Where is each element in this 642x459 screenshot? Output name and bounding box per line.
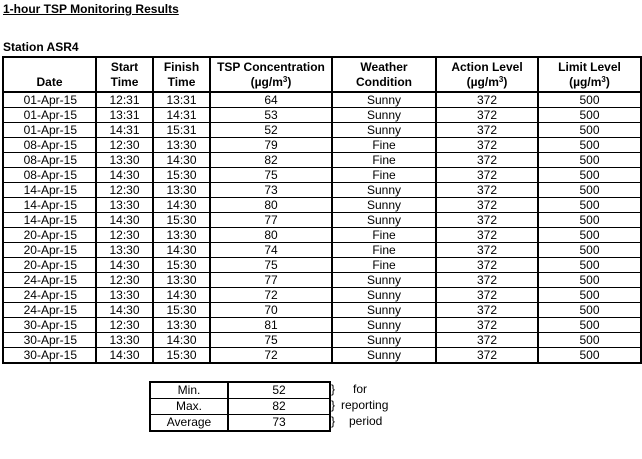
summary-value: 73 bbox=[228, 415, 330, 432]
table-row bbox=[3, 273, 641, 288]
cell-action-level: 372 bbox=[436, 228, 538, 243]
summary-row bbox=[150, 415, 330, 432]
cell-limit-level: 500 bbox=[538, 213, 641, 228]
cell-finish-time: 13:30 bbox=[153, 228, 210, 243]
cell-date: 24-Apr-15 bbox=[3, 273, 96, 288]
cell-limit-level: 500 bbox=[538, 123, 641, 138]
summary-label: Average bbox=[150, 415, 228, 432]
cell-limit-level: 500 bbox=[538, 168, 641, 183]
cell-weather: Sunny bbox=[332, 318, 436, 333]
cell-weather: Sunny bbox=[332, 92, 436, 108]
cell-start-time: 12:30 bbox=[96, 183, 153, 198]
table-row bbox=[3, 258, 641, 273]
cell-action-level: 372 bbox=[436, 243, 538, 258]
cell-tsp: 64 bbox=[210, 92, 332, 108]
cell-limit-level: 500 bbox=[538, 348, 641, 364]
cell-finish-time: 14:31 bbox=[153, 108, 210, 123]
cell-action-level: 372 bbox=[436, 123, 538, 138]
col-header-finish-time: Finish Time bbox=[153, 57, 210, 92]
cell-limit-level: 500 bbox=[538, 303, 641, 318]
cell-action-level: 372 bbox=[436, 333, 538, 348]
cell-date: 08-Apr-15 bbox=[3, 153, 96, 168]
cell-finish-time: 13:30 bbox=[153, 183, 210, 198]
cell-finish-time: 13:30 bbox=[153, 318, 210, 333]
cell-action-level: 372 bbox=[436, 288, 538, 303]
cell-finish-time: 14:30 bbox=[153, 198, 210, 213]
table-row bbox=[3, 183, 641, 198]
cell-limit-level: 500 bbox=[538, 258, 641, 273]
cell-finish-time: 15:31 bbox=[153, 123, 210, 138]
cell-action-level: 372 bbox=[436, 153, 538, 168]
cell-weather: Sunny bbox=[332, 273, 436, 288]
cell-weather: Sunny bbox=[332, 198, 436, 213]
col-header-limit-level: Limit Level $(\mu g/m^3)$ bbox=[538, 57, 641, 92]
cell-start-time: 13:30 bbox=[96, 288, 153, 303]
cell-weather: Fine bbox=[332, 258, 436, 273]
cell-weather: Sunny bbox=[332, 333, 436, 348]
cell-tsp: 77 bbox=[210, 213, 332, 228]
cell-tsp: 79 bbox=[210, 138, 332, 153]
cell-start-time: 12:30 bbox=[96, 138, 153, 153]
cell-start-time: 12:30 bbox=[96, 318, 153, 333]
cell-start-time: 13:30 bbox=[96, 153, 153, 168]
cell-start-time: 14:30 bbox=[96, 303, 153, 318]
table-row bbox=[3, 318, 641, 333]
cell-date: 08-Apr-15 bbox=[3, 138, 96, 153]
cell-weather: Sunny bbox=[332, 108, 436, 123]
col-header-date: Date bbox=[3, 57, 96, 92]
cell-tsp: 80 bbox=[210, 198, 332, 213]
page-title: 1-hour TSP Monitoring Results bbox=[3, 2, 179, 16]
cell-limit-level: 500 bbox=[538, 333, 641, 348]
cell-action-level: 372 bbox=[436, 348, 538, 364]
cell-start-time: 14:30 bbox=[96, 213, 153, 228]
cell-date: 20-Apr-15 bbox=[3, 243, 96, 258]
summary-note: for bbox=[353, 382, 368, 396]
cell-tsp: 73 bbox=[210, 183, 332, 198]
cell-tsp: 74 bbox=[210, 243, 332, 258]
cell-date: 30-Apr-15 bbox=[3, 318, 96, 333]
cell-date: 14-Apr-15 bbox=[3, 213, 96, 228]
cell-start-time: 12:30 bbox=[96, 273, 153, 288]
table-row bbox=[3, 213, 641, 228]
summary-row bbox=[150, 382, 330, 399]
col-header-start-time: Start Time bbox=[96, 57, 153, 92]
cell-date: 30-Apr-15 bbox=[3, 333, 96, 348]
summary-note: reporting bbox=[341, 398, 389, 412]
cell-date: 14-Apr-15 bbox=[3, 183, 96, 198]
table-row bbox=[3, 243, 641, 258]
cell-start-time: 13:30 bbox=[96, 243, 153, 258]
table-row bbox=[3, 228, 641, 243]
cell-action-level: 372 bbox=[436, 183, 538, 198]
cell-finish-time: 14:30 bbox=[153, 243, 210, 258]
cell-limit-level: 500 bbox=[538, 288, 641, 303]
cell-weather: Fine bbox=[332, 153, 436, 168]
summary-label: Max. bbox=[150, 399, 228, 415]
cell-weather: Fine bbox=[332, 228, 436, 243]
table-row bbox=[3, 138, 641, 153]
cell-finish-time: 15:30 bbox=[153, 348, 210, 364]
cell-limit-level: 500 bbox=[538, 318, 641, 333]
cell-action-level: 372 bbox=[436, 198, 538, 213]
summary-label: Min. bbox=[150, 382, 228, 399]
table-row bbox=[3, 303, 641, 318]
cell-finish-time: 14:30 bbox=[153, 288, 210, 303]
cell-action-level: 372 bbox=[436, 318, 538, 333]
cell-limit-level: 500 bbox=[538, 198, 641, 213]
cell-action-level: 372 bbox=[436, 258, 538, 273]
cell-finish-time: 15:30 bbox=[153, 213, 210, 228]
cell-action-level: 372 bbox=[436, 108, 538, 123]
cell-tsp: 53 bbox=[210, 108, 332, 123]
cell-weather: Sunny bbox=[332, 183, 436, 198]
cell-start-time: 14:30 bbox=[96, 348, 153, 364]
table-row bbox=[3, 168, 641, 183]
summary-table bbox=[149, 381, 331, 432]
cell-tsp: 81 bbox=[210, 318, 332, 333]
cell-limit-level: 500 bbox=[538, 243, 641, 258]
cell-date: 20-Apr-15 bbox=[3, 258, 96, 273]
summary-note: period bbox=[349, 414, 383, 428]
table-row bbox=[3, 123, 641, 138]
cell-action-level: 372 bbox=[436, 138, 538, 153]
cell-start-time: 14:30 bbox=[96, 168, 153, 183]
cell-finish-time: 14:30 bbox=[153, 153, 210, 168]
cell-limit-level: 500 bbox=[538, 273, 641, 288]
cell-tsp: 75 bbox=[210, 168, 332, 183]
summary-brace: } bbox=[331, 398, 336, 412]
summary-brace: } bbox=[331, 414, 336, 428]
cell-action-level: 372 bbox=[436, 303, 538, 318]
cell-weather: Sunny bbox=[332, 288, 436, 303]
col-header-tsp-concentration: TSP Concentration $(\mu g/m^3)$ bbox=[210, 57, 332, 92]
cell-limit-level: 500 bbox=[538, 228, 641, 243]
summary-value: 52 bbox=[228, 382, 330, 399]
cell-limit-level: 500 bbox=[538, 92, 641, 108]
cell-date: 24-Apr-15 bbox=[3, 288, 96, 303]
cell-date: 24-Apr-15 bbox=[3, 303, 96, 318]
table-row bbox=[3, 92, 641, 108]
cell-date: 20-Apr-15 bbox=[3, 228, 96, 243]
cell-tsp: 70 bbox=[210, 303, 332, 318]
cell-limit-level: 500 bbox=[538, 138, 641, 153]
summary-brace: } bbox=[331, 382, 336, 396]
cell-finish-time: 15:30 bbox=[153, 258, 210, 273]
cell-weather: Sunny bbox=[332, 303, 436, 318]
cell-weather: Fine bbox=[332, 138, 436, 153]
col-header-action-level: Action Level $(\mu g/m^3)$ bbox=[436, 57, 538, 92]
table-row bbox=[3, 333, 641, 348]
header-row bbox=[3, 57, 641, 92]
cell-start-time: 13:30 bbox=[96, 198, 153, 213]
cell-tsp: 52 bbox=[210, 123, 332, 138]
cell-date: 01-Apr-15 bbox=[3, 123, 96, 138]
cell-tsp: 75 bbox=[210, 258, 332, 273]
cell-date: 08-Apr-15 bbox=[3, 168, 96, 183]
station-label: Station ASR4 bbox=[3, 40, 79, 54]
cell-date: 01-Apr-15 bbox=[3, 92, 96, 108]
table-row bbox=[3, 153, 641, 168]
cell-start-time: 14:31 bbox=[96, 123, 153, 138]
cell-finish-time: 13:30 bbox=[153, 273, 210, 288]
cell-tsp: 82 bbox=[210, 153, 332, 168]
cell-weather: Sunny bbox=[332, 213, 436, 228]
results-table bbox=[2, 56, 642, 364]
cell-tsp: 77 bbox=[210, 273, 332, 288]
cell-finish-time: 13:31 bbox=[153, 92, 210, 108]
cell-tsp: 72 bbox=[210, 288, 332, 303]
cell-date: 30-Apr-15 bbox=[3, 348, 96, 364]
cell-tsp: 75 bbox=[210, 333, 332, 348]
cell-weather: Fine bbox=[332, 168, 436, 183]
table-row bbox=[3, 348, 641, 364]
cell-weather: Sunny bbox=[332, 348, 436, 364]
summary-row bbox=[150, 399, 330, 415]
cell-start-time: 14:30 bbox=[96, 258, 153, 273]
cell-limit-level: 500 bbox=[538, 108, 641, 123]
cell-start-time: 12:31 bbox=[96, 92, 153, 108]
cell-date: 01-Apr-15 bbox=[3, 108, 96, 123]
cell-limit-level: 500 bbox=[538, 183, 641, 198]
table-row bbox=[3, 288, 641, 303]
cell-weather: Fine bbox=[332, 243, 436, 258]
cell-start-time: 13:31 bbox=[96, 108, 153, 123]
cell-action-level: 372 bbox=[436, 213, 538, 228]
cell-weather: Sunny bbox=[332, 123, 436, 138]
cell-finish-time: 15:30 bbox=[153, 168, 210, 183]
cell-finish-time: 13:30 bbox=[153, 138, 210, 153]
cell-start-time: 13:30 bbox=[96, 333, 153, 348]
cell-limit-level: 500 bbox=[538, 153, 641, 168]
cell-date: 14-Apr-15 bbox=[3, 198, 96, 213]
cell-action-level: 372 bbox=[436, 273, 538, 288]
table-row bbox=[3, 108, 641, 123]
table-row bbox=[3, 198, 641, 213]
cell-start-time: 12:30 bbox=[96, 228, 153, 243]
cell-finish-time: 15:30 bbox=[153, 303, 210, 318]
summary-value: 82 bbox=[228, 399, 330, 415]
col-header-weather-condition: Weather Condition bbox=[332, 57, 436, 92]
cell-finish-time: 14:30 bbox=[153, 333, 210, 348]
cell-action-level: 372 bbox=[436, 92, 538, 108]
cell-tsp: 72 bbox=[210, 348, 332, 364]
cell-tsp: 80 bbox=[210, 228, 332, 243]
cell-action-level: 372 bbox=[436, 168, 538, 183]
